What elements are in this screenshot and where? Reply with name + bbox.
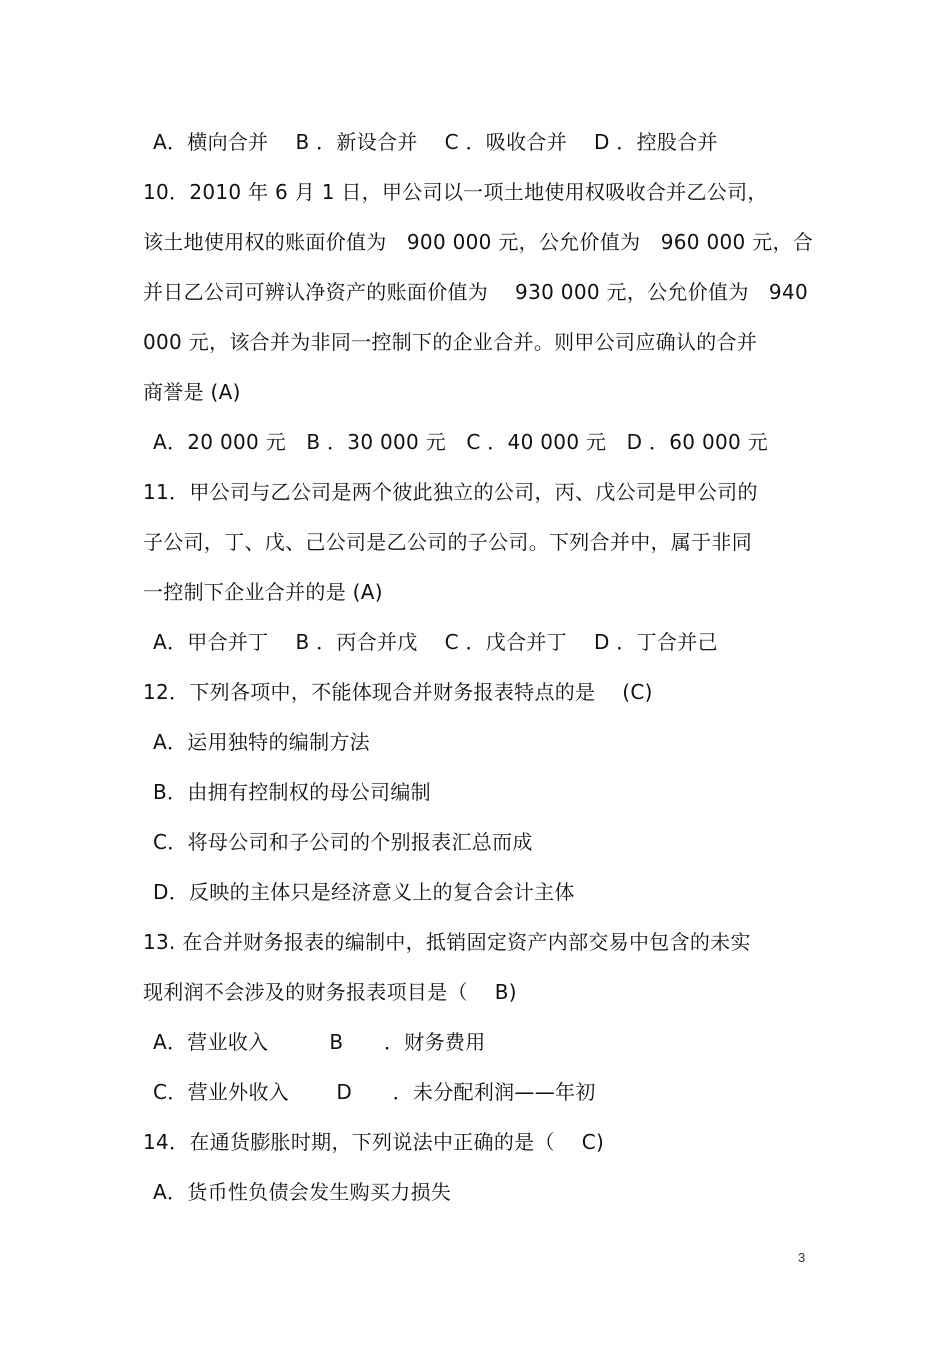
q13-stem-line-2: 现利润不会涉及的财务报表项目是（ B) [143,980,517,1004]
q13-options-cd: C．营业外收入 D ．未分配利润——年初 [153,1080,596,1104]
q10-stem-line-4: 000 元，该合并为非同一控制下的企业合并。则甲公司应确认的合并 [143,330,758,354]
q14-stem: 14．在通货膨胀时期，下列说法中正确的是（ C) [143,1130,605,1154]
q12-option-b: B．由拥有控制权的母公司编制 [153,780,431,804]
q11-stem-line-1: 11．甲公司与乙公司是两个彼此独立的公司，丙、戊公司是甲公司的 [143,480,758,504]
q11-stem-line-3: 一控制下企业合并的是 (A) [143,580,383,604]
q10-stem-line-1: 10．2010 年 6 月 1 日，甲公司以一项土地使用权吸收合并乙公司， [143,180,768,204]
q13-stem-line-1: 13. 在合并财务报表的编制中，抵销固定资产内部交易中包含的未实 [143,930,751,954]
q14-option-a: A．货币性负债会发生购买力损失 [153,1180,452,1204]
q10-stem-line-3: 并日乙公司可辨认净资产的账面价值为 930 000 元，公允价值为 940 [143,280,808,304]
q11-stem-line-2: 子公司，丁、戊、己公司是乙公司的子公司。下列合并中，属于非同 [143,530,752,554]
q10-stem-line-5: 商誉是 (A) [143,380,241,404]
q12-stem: 12．下列各项中，不能体现合并财务报表特点的是 (C) [143,680,653,704]
q10-options: A．20 000 元 B ．30 000 元 C ．40 000 元 D ．60 000 元 [153,430,768,454]
q12-option-d: D．反映的主体只是经济意义上的复合会计主体 [153,880,575,904]
page-number: 3 [798,1250,806,1265]
q10-stem-line-2: 该土地使用权的账面价值为 900 000 元，公允价值为 960 000 元，合 [143,230,814,254]
q11-options: A．甲合并丁 B ．丙合并戊 C ．戊合并丁 D ．丁合并己 [153,630,718,654]
q12-option-a: A．运用独特的编制方法 [153,730,370,754]
q12-option-c: C．将母公司和子公司的个别报表汇总而成 [153,830,533,854]
q13-options-ab: A．营业收入 B ．财务费用 [153,1030,486,1054]
q9-options: A．横向合并 B ．新设合并 C ．吸收合并 D ．控股合并 [153,130,718,154]
